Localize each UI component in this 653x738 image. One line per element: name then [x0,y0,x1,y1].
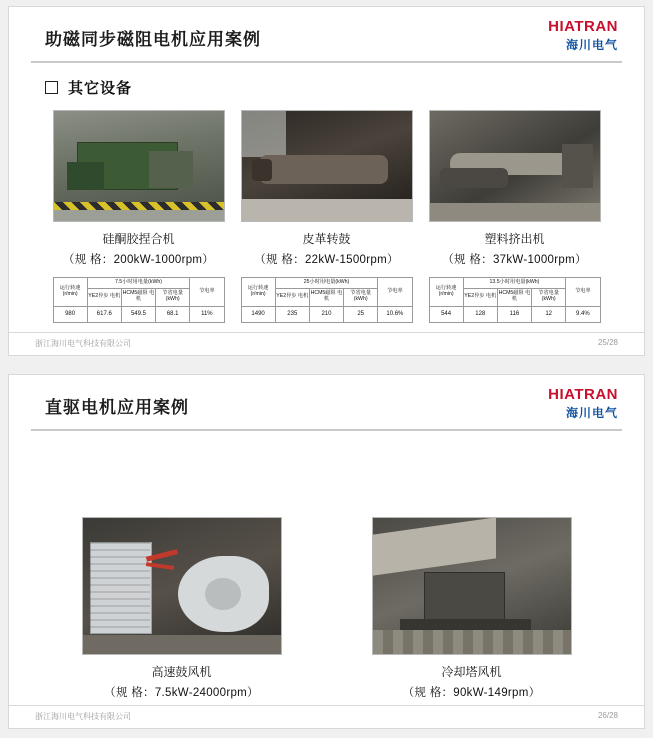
equipment-spec: （规 格：90kW-149rpm） [402,687,541,699]
equipment-spec: （规 格：22kW-1500rpm） [254,254,399,266]
case-card-list [9,517,644,700]
footer-page-number: 26/28 [597,711,618,720]
table-header-saved: 节省电量 (kWh) [156,288,190,306]
brand-name: HIATRAN [548,18,618,35]
equipment-photo-high-speed-blower [82,517,282,655]
energy-saving-table [429,277,601,323]
case-card [82,517,282,700]
case-card [429,110,601,323]
cell-speed: 544 [429,307,463,323]
square-bullet-icon [45,81,58,94]
cell-saved: 25 [344,307,378,323]
cell-saved: 12 [532,307,566,323]
table-header-speed: 运行转速 (r/min) [53,278,87,307]
equipment-name: 塑料挤出机 [484,232,545,246]
footer-company: 浙江海川电气科技有限公司 [35,339,131,348]
cell-rate: 10.6% [378,307,412,323]
cell-hcm5: 116 [497,307,531,323]
cell-rate: 11% [190,307,224,323]
cell-rate: 9.4% [566,307,600,323]
table-header-hcm5: HCM5磁阻 电机 [497,288,531,306]
equipment-spec: （规 格：37kW-1000rpm） [442,254,587,266]
table-group-header: 13.5小时用电量(kWh) [463,278,566,289]
brand-name: HIATRAN [548,386,618,403]
equipment-name: 皮革转鼓 [302,232,351,246]
case-card [372,517,572,700]
brand-name-cn: 海川电气 [565,405,618,420]
slide-2-footer [9,705,644,722]
equipment-name: 硅酮胶捏合机 [102,232,175,246]
section-title: 其它设备 [68,80,133,97]
cell-ye2: 617.6 [87,307,121,323]
table-group-header: 7.5小时用电量(kWh) [87,278,190,289]
slide-1 [8,6,645,356]
footer-company: 浙江海川电气科技有限公司 [35,712,131,721]
equipment-photo-cooling-tower-fan [372,517,572,655]
table-header-rate: 节电率 [190,278,224,307]
table-header-saved: 节省电量 (kWh) [344,288,378,306]
brand-logo [548,19,618,54]
table-header-speed: 运行转速 (r/min) [241,278,275,307]
slide-1-header [31,17,622,63]
table-header-ye2: YE2异步 电机 [463,288,497,306]
equipment-photo-silicone-kneader [53,110,225,222]
case-card [241,110,413,323]
page-title: 助磁同步磁阻电机应用案例 [45,30,261,49]
cell-ye2: 128 [463,307,497,323]
section-heading [45,77,644,98]
brand-logo [548,387,618,422]
energy-saving-table [53,277,225,323]
equipment-name: 高速鼓风机 [151,665,212,679]
slide-1-footer [9,332,644,349]
table-row [241,307,412,323]
footer-page-number: 25/28 [597,338,618,347]
table-header-speed: 运行转速 (r/min) [429,278,463,307]
slide-2-header [31,385,622,431]
table-group-header: 25小时用电量(kWh) [275,278,378,289]
equipment-spec: （规 格：7.5kW-24000rpm） [104,687,259,699]
table-header-ye2: YE2异步 电机 [87,288,121,306]
case-card [53,110,225,323]
equipment-photo-leather-drum [241,110,413,222]
equipment-spec: （规 格：200kW-1000rpm） [62,254,215,266]
cell-speed: 980 [53,307,87,323]
page-title: 直驱电机应用案例 [45,398,189,417]
brand-name-cn: 海川电气 [565,37,618,52]
table-row [53,307,224,323]
table-header-rate: 节电率 [378,278,412,307]
cell-saved: 68.1 [156,307,190,323]
cell-hcm5: 210 [309,307,343,323]
table-header-saved: 节省电量 (kWh) [532,288,566,306]
cell-hcm5: 549.5 [121,307,155,323]
cell-ye2: 235 [275,307,309,323]
equipment-name: 冷却塔风机 [441,665,502,679]
energy-saving-table [241,277,413,323]
table-header-rate: 节电率 [566,278,600,307]
table-header-hcm5: HCM5磁阻 电机 [121,288,155,306]
table-row [429,307,600,323]
case-card-list [9,110,644,323]
equipment-photo-plastic-extruder [429,110,601,222]
slide-2 [8,374,645,729]
table-header-hcm5: HCM5磁阻 电机 [309,288,343,306]
table-header-ye2: YE2异步 电机 [275,288,309,306]
cell-speed: 1490 [241,307,275,323]
